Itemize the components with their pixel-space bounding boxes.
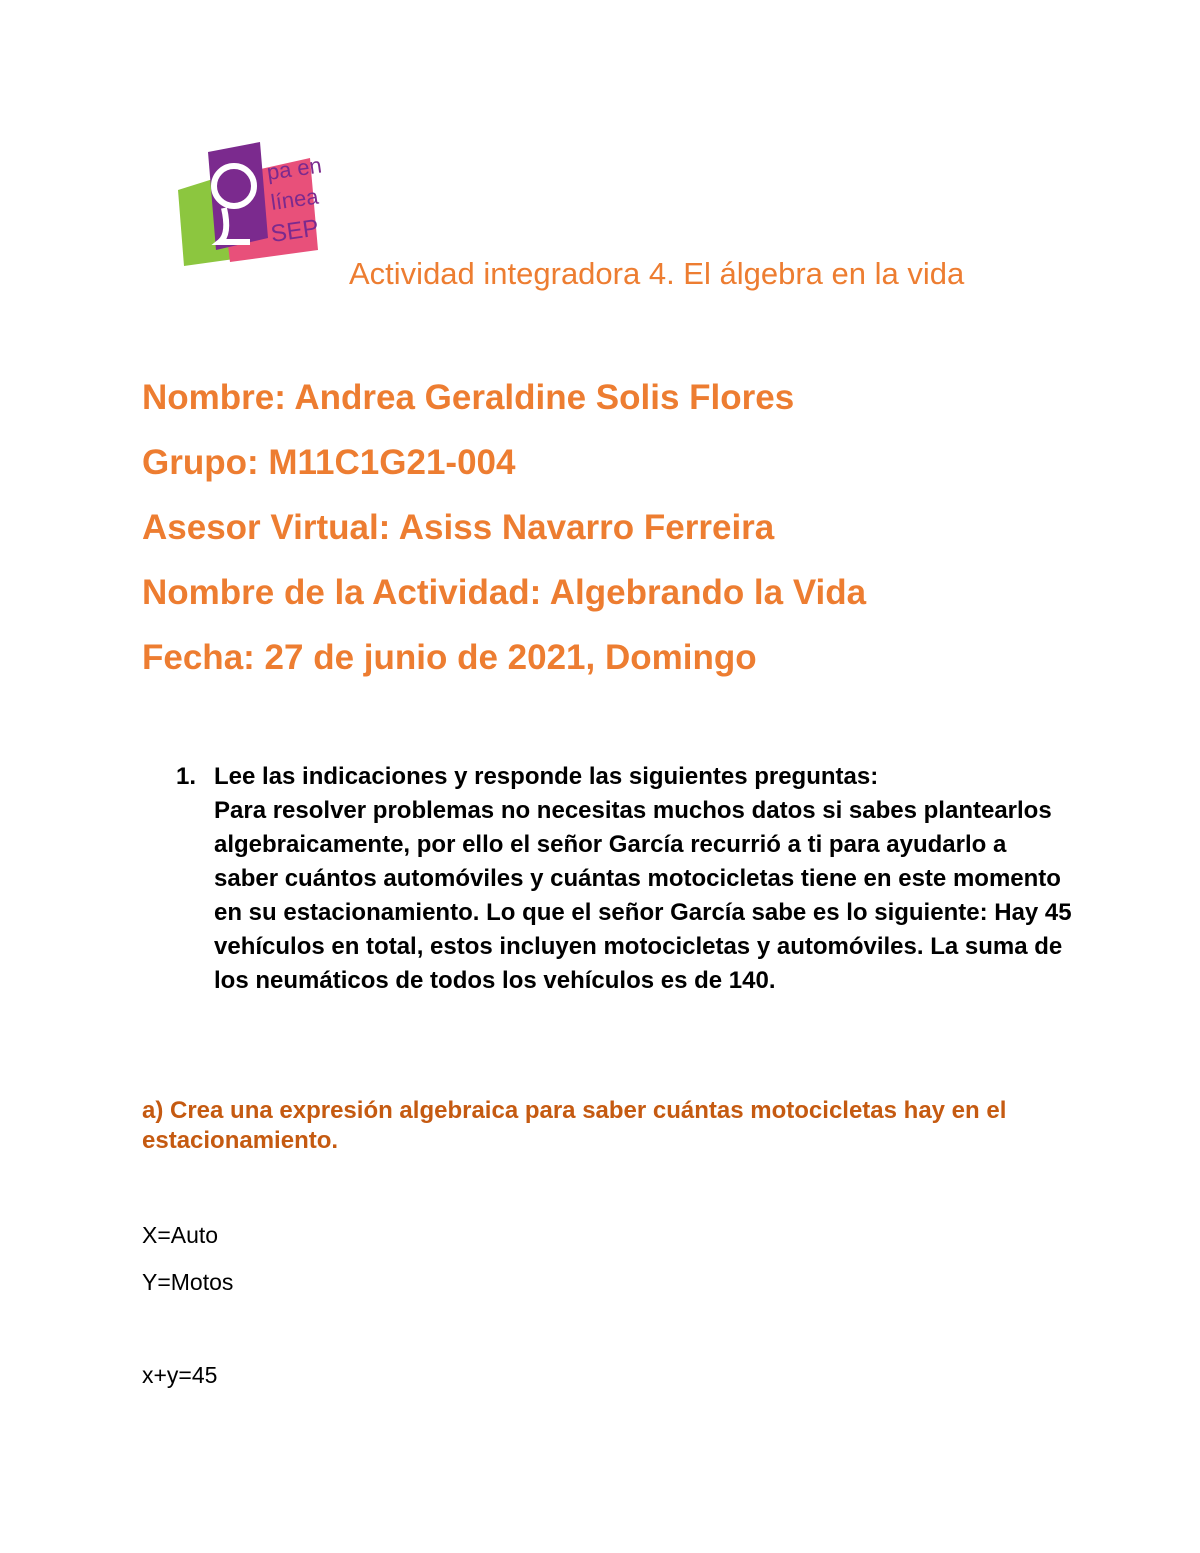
document-title: Actividad integradora 4. El álgebra en la vida <box>349 256 965 291</box>
group: Grupo: M11C1G21-004 <box>142 443 516 482</box>
svg-text:pa en: pa en <box>265 152 324 185</box>
question-text: Para resolver problemas no necesitas muchos datos si sabes plantearlos algebraicamente, por ello el señor García recurrió a ti para ayudarlo a saber cuántos automóviles y cuántas motocicletas tiene en este momento en su estacionamiento. Lo que el señor García sabe es lo siguiente: Hay 45 vehículos en total, estos incluyen motocicletas y automóviles. La suma de los neumáticos de todos los vehículos es de 140. <box>214 797 1072 994</box>
question-1 <box>176 760 1076 998</box>
student-info <box>142 372 1142 697</box>
activity-name: Nombre de la Actividad: Algebrando la Vida <box>142 573 867 612</box>
svg-text:línea: línea <box>269 183 320 215</box>
advisor: Asesor Virtual: Asiss Navarro Ferreira <box>142 508 775 547</box>
sub-question-a: a) Crea una expresión algebraica para saber cuántas motocicletas hay en el estacionamiento. <box>142 1097 1007 1154</box>
svg-text:SEP: SEP <box>269 214 321 248</box>
date: Fecha: 27 de junio de 2021, Domingo <box>142 638 757 677</box>
question-heading: Lee las indicaciones y responde las siguientes preguntas: <box>214 763 879 790</box>
variable-y: Y=Motos <box>142 1269 234 1295</box>
variable-x: X=Auto <box>142 1222 219 1248</box>
student-name: Nombre: Andrea Geraldine Solis Flores <box>142 378 795 417</box>
question-number: 1. <box>176 763 197 790</box>
equation: x+y=45 <box>142 1362 218 1388</box>
